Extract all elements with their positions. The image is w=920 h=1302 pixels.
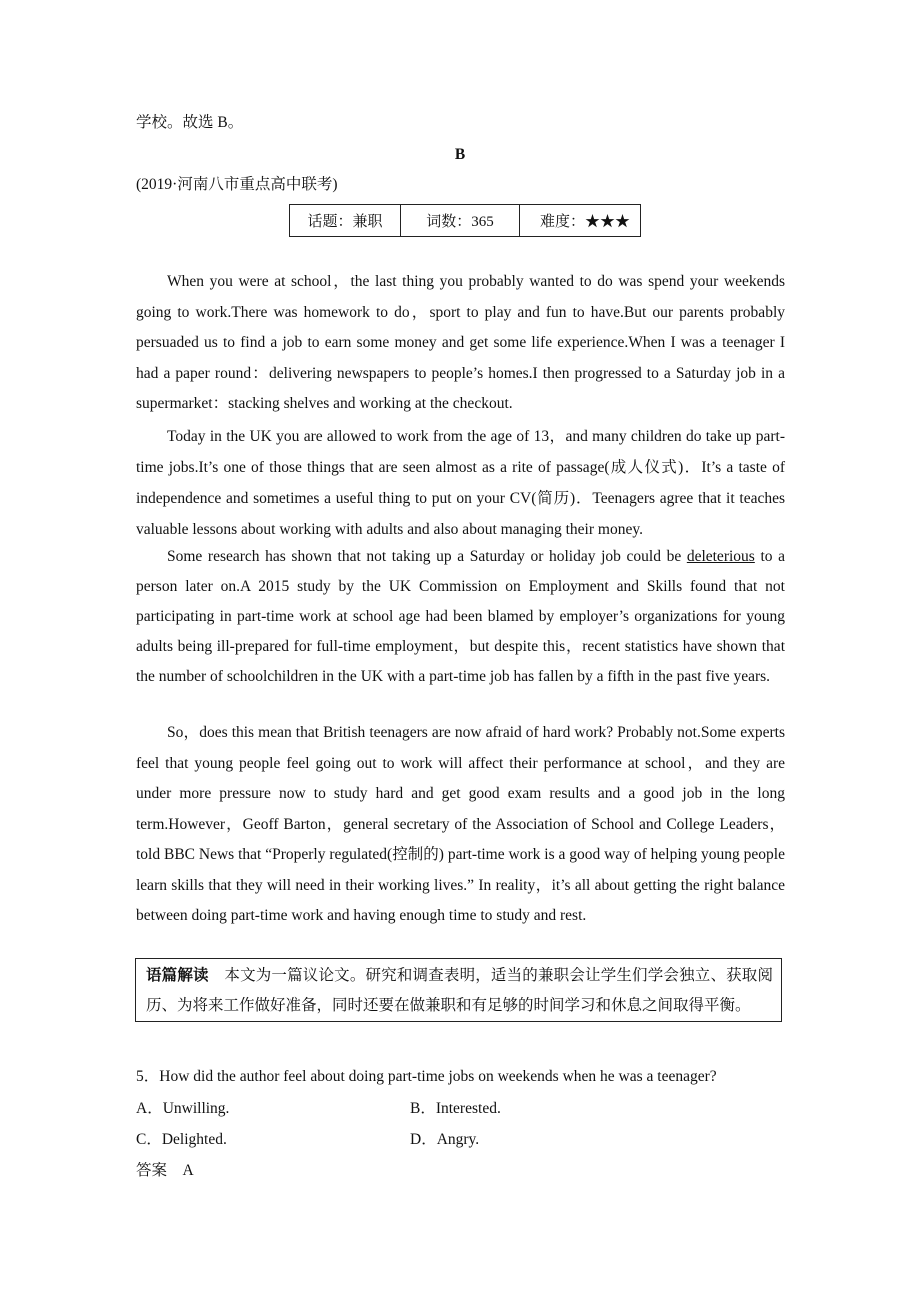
summary-label: 语篇解读 (146, 967, 209, 984)
option-c: C．Delighted. (136, 1131, 227, 1148)
previous-answer-tail: 学校。故选 B。 (136, 114, 244, 131)
option-d: D．Angry. (410, 1131, 480, 1148)
question-stem: 5．How did the author feel about doing part-time jobs on weekends when he was a teenager? (136, 1068, 717, 1085)
source-note: (2019·河南八市重点高中联考) (136, 176, 338, 193)
passage-summary-box (135, 958, 782, 1022)
paragraph-2: Today in the UK you are allowed to work from the age of 13，and many children do take up part-time jobs.It’s one of those things that are seen almost as a rite of passage(成人仪式)．It’s a taste of independence and sometimes a useful thing to put on your CV(简历)．Teenagers agree that it teaches valuable lessons about working with adults and also about managing their money. (136, 428, 785, 538)
topic-cell: 话题：兼职 (290, 205, 401, 237)
paragraph-3-after: to a person later on.A 2015 study by the UK Commission on Employment and Skills found that not participating in part-time work at school age had been blamed by employer’s organizations for young adults being ill-prepared for full-time employment，but despite this，recent statistics have shown that the number of schoolchildren in the UK with a part-time job has fallen by a fifth in the past five years. (136, 548, 785, 685)
passage-info-table (289, 204, 641, 237)
underlined-word: deleterious (686, 548, 755, 565)
section-heading: B (454, 146, 466, 163)
paragraph-3 (136, 542, 785, 692)
difficulty-cell: 难度：★★★ (520, 205, 641, 237)
word-count-cell: 词数：365 (401, 205, 520, 237)
answer-line: 答案 A (136, 1162, 194, 1179)
summary-text: 本文为一篇议论文。研究和调查表明，适当的兼职会让学生们学会独立、获取阅历、为将来工作做好准备，同时还要在做兼职和有足够的时间学习和休息之间取得平衡。 (146, 967, 773, 1014)
option-b: B．Interested. (410, 1100, 501, 1117)
paragraph-4: So，does this mean that British teenagers are now afraid of hard work? Probably not.Some experts feel that young people feel going out to work will affect their performance at school，and they are under more pressure now to study hard and get good exam results and a good job in the long term.However，Geoff Barton，general secretary of the Association of School and College Leaders，told BBC News that “Properly regulated(控制的) part-time work is a good way of helping young people learn skills that they will need in their working lives.” In reality，it’s all about getting the right balance between doing part-time work and having enough time to study and rest. (136, 724, 785, 924)
option-a: A．Unwilling. (136, 1100, 230, 1117)
paragraph-3-before: Some research has shown that not taking up a Saturday or holiday job could be (167, 548, 687, 565)
paragraph-1: When you were at school，the last thing you probably wanted to do was spend your weekends going to work.There was homework to do，sport to play and fun to have.But our parents probably persuaded us to find a job to earn some money and get some life experience.When I was a teenager I had a paper round：delivering newspapers to people’s homes.I then progressed to a Saturday job in a supermarket：stacking shelves and working at the checkout. (136, 273, 785, 412)
